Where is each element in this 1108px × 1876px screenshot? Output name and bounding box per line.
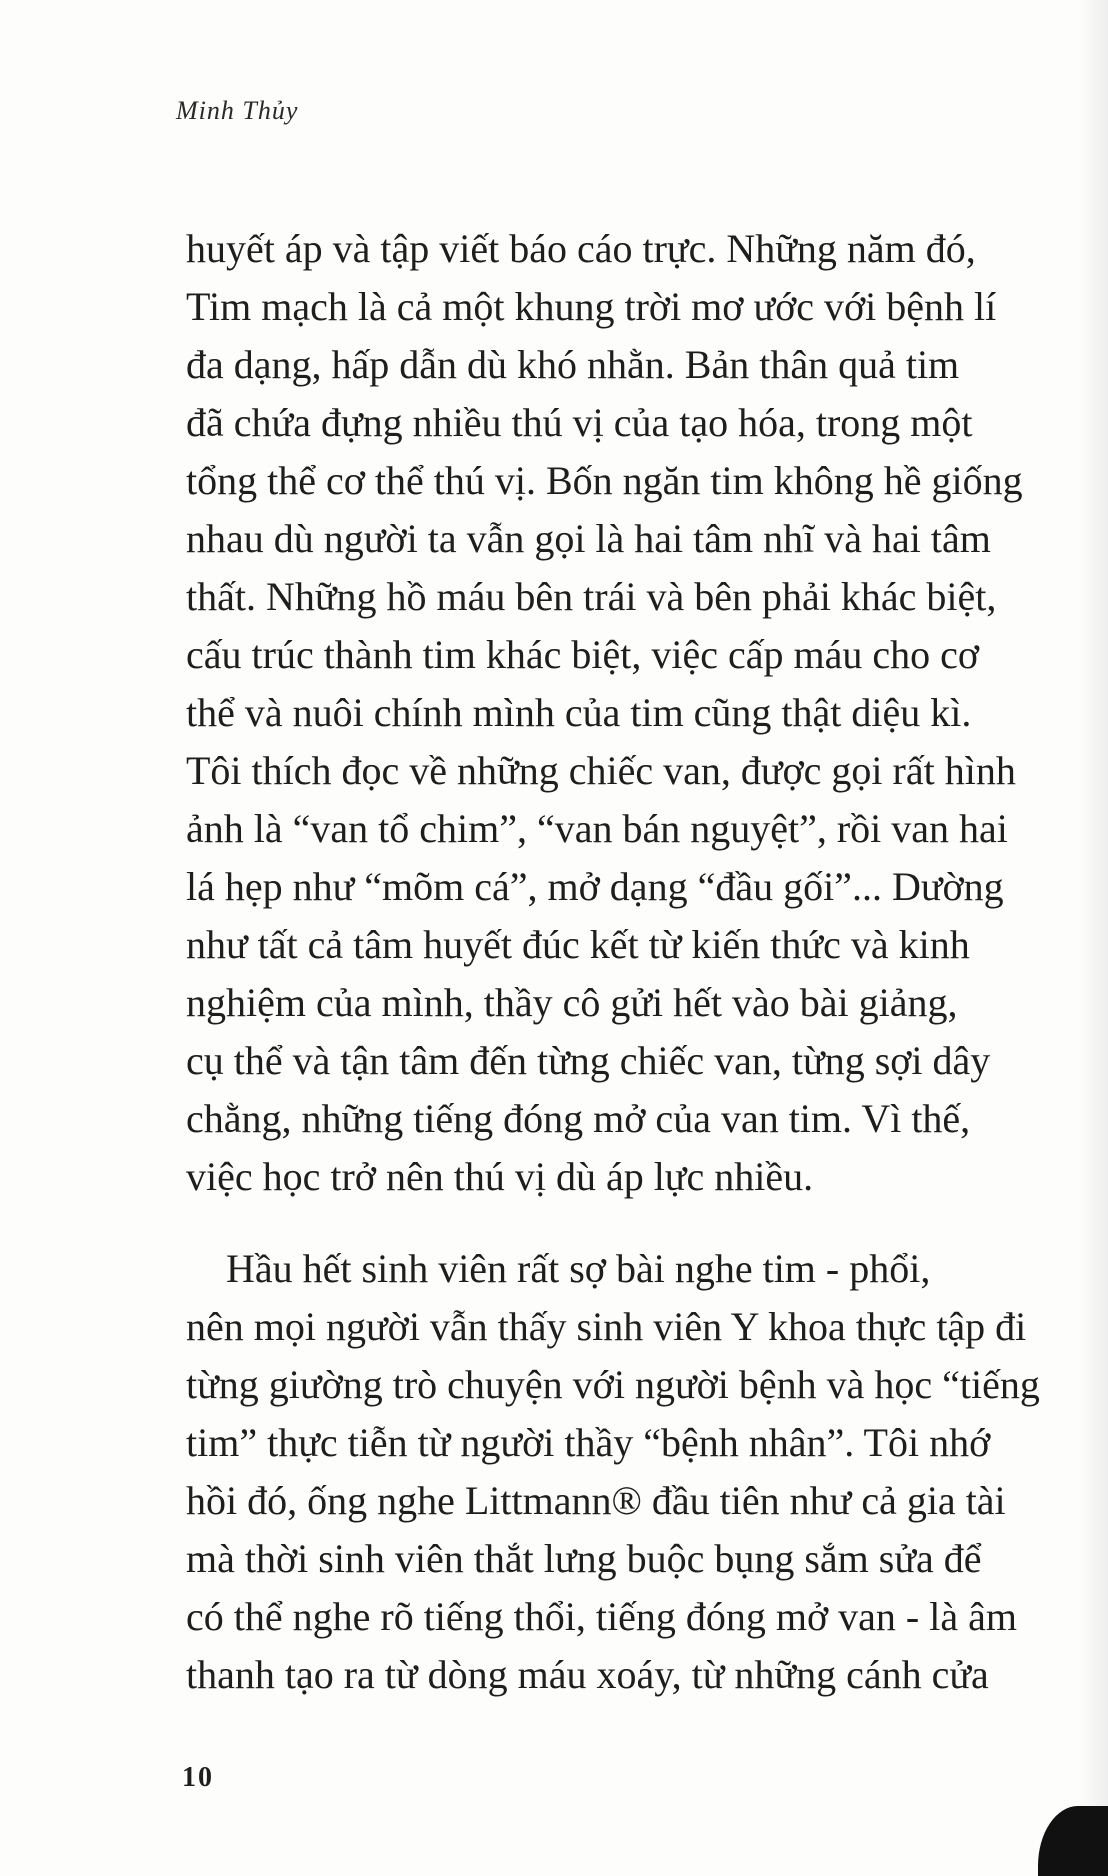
text-line: ảnh là “van tổ chim”, “van bán nguyệt”, rồi van hai [186, 806, 1008, 851]
text-line: thể và nuôi chính mình của tim cũng thật diệu kì. [186, 690, 972, 735]
page-number: 10 [182, 1762, 214, 1793]
body-text [186, 220, 1056, 1704]
text-line: thanh tạo ra từ dòng máu xoáy, từ những cánh cửa [186, 1652, 989, 1697]
running-head: Minh Thủy [176, 96, 299, 125]
text-line: nghiệm của mình, thầy cô gửi hết vào bài giảng, [186, 980, 958, 1025]
text-line: từng giường trò chuyện với người bệnh và học “tiếng [186, 1362, 1040, 1407]
text-line: mà thời sinh viên thắt lưng buộc bụng sắm sửa để [186, 1536, 982, 1581]
text-line: Tim mạch là cả một khung trời mơ ước với bệnh lí [186, 284, 997, 329]
paragraph-spacer [186, 1206, 1056, 1240]
text-line: cụ thể và tận tâm đến từng chiếc van, từng sợi dây [186, 1038, 991, 1083]
text-line: đã chứa đựng nhiều thú vị của tạo hóa, trong một [186, 400, 973, 445]
text-line: có thể nghe rõ tiếng thổi, tiếng đóng mở van - là âm [186, 1594, 1017, 1639]
text-line: nên mọi người vẫn thấy sinh viên Y khoa thực tập đi [186, 1304, 1027, 1349]
paragraph-2 [186, 1240, 1056, 1704]
text-line: như tất cả tâm huyết đúc kết từ kiến thức và kinh [186, 922, 970, 967]
text-line: việc học trở nên thú vị dù áp lực nhiều. [186, 1154, 814, 1199]
text-line: Hầu hết sinh viên rất sợ bài nghe tim - phổi, [186, 1246, 931, 1291]
page-corner-shadow [1038, 1806, 1108, 1876]
text-line: thất. Những hồ máu bên trái và bên phải khác biệt, [186, 574, 997, 619]
text-line: nhau dù người ta vẫn gọi là hai tâm nhĩ và hai tâm [186, 516, 991, 561]
text-line: tim” thực tiễn từ người thầy “bệnh nhân”. Tôi nhớ [186, 1420, 991, 1465]
page-edge-shadow [1078, 0, 1108, 1876]
text-line: cấu trúc thành tim khác biệt, việc cấp máu cho cơ [186, 632, 980, 677]
text-line: Tôi thích đọc về những chiếc van, được gọi rất hình [186, 748, 1016, 793]
text-line: huyết áp và tập viết báo cáo trực. Những năm đó, [186, 226, 976, 271]
text-line: chằng, những tiếng đóng mở của van tim. Vì thế, [186, 1096, 971, 1141]
text-line: đa dạng, hấp dẫn dù khó nhằn. Bản thân quả tim [186, 342, 960, 387]
text-line: lá hẹp như “mõm cá”, mở dạng “đầu gối”... Dường [186, 864, 1004, 909]
text-line: hồi đó, ống nghe Littmann® đầu tiên như cả gia tài [186, 1478, 1006, 1523]
paragraph-1 [186, 220, 1056, 1206]
text-line: tổng thể cơ thể thú vị. Bốn ngăn tim không hề giống [186, 458, 1023, 503]
